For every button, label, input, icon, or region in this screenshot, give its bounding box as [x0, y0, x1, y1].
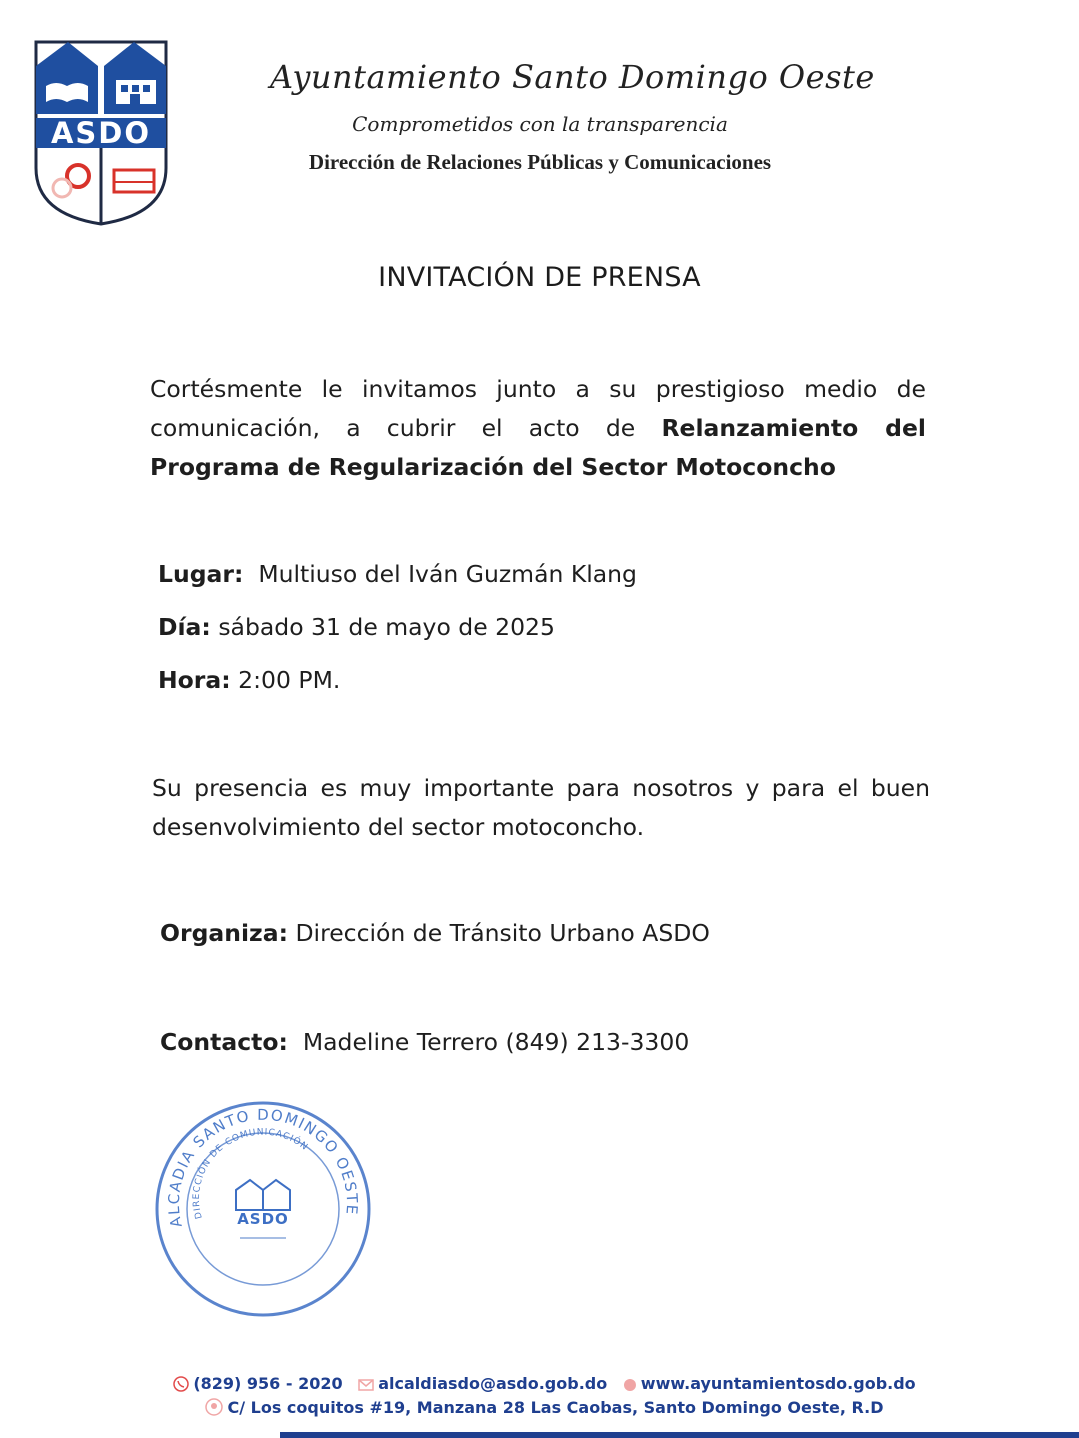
organiza-value: Dirección de Tránsito Urbano ASDO [295, 919, 710, 947]
stamp-inner-text: DIRECCIÓN DE COMUNICACIÓN [191, 1127, 310, 1220]
lugar-label: Lugar: [158, 560, 244, 588]
email-icon [358, 1378, 374, 1392]
organiza-label: Organiza: [160, 919, 288, 947]
department-name: Dirección de Relaciones Públicas y Comunicaciones [308, 150, 772, 174]
dia-value: sábado 31 de mayo de 2025 [218, 613, 555, 641]
organiza-line [160, 919, 710, 947]
lugar-value: Multiuso del Iván Guzmán Klang [258, 560, 637, 588]
contacto-line [160, 1028, 689, 1056]
logo-text: ASDO [50, 116, 152, 150]
hora-label: Hora: [158, 666, 231, 694]
contacto-value: Madeline Terrero (849) 213-3300 [302, 1028, 690, 1056]
footer-phone: (829) 956 - 2020 [193, 1374, 343, 1393]
event-name: Relanzamiento del Programa de Regularización del Sector Motoconcho [150, 414, 926, 481]
organization-slogan: Comprometidos con la transparencia [352, 112, 728, 136]
footer-website: www.ayuntamientosdo.gob.do [640, 1374, 916, 1393]
lugar-line [158, 560, 637, 588]
web-icon [623, 1378, 637, 1392]
stamp-outer-text: ALCADIA SANTO DOMINGO OESTE [164, 1105, 362, 1229]
phone-icon [173, 1376, 189, 1392]
stamp-logo-text: ASDO [237, 1210, 289, 1228]
organization-name: Ayuntamiento Santo Domingo Oeste [270, 58, 875, 96]
intro-text: Cortésmente le invitamos junto a su prestigioso medio de comunicación, a cubrir el acto de [150, 375, 926, 442]
contacto-label: Contacto: [160, 1028, 288, 1056]
footer-address: C/ Los coquitos #19, Manzana 28 Las Caobas, Santo Domingo Oeste, R.D [227, 1398, 884, 1417]
footer-contact-line [0, 1374, 1079, 1393]
location-icon [205, 1398, 223, 1416]
hora-line [158, 666, 340, 694]
footer-bar [280, 1432, 1079, 1438]
hora-value: 2:00 PM. [238, 666, 341, 694]
official-stamp [152, 1098, 374, 1320]
intro-paragraph [150, 370, 926, 487]
document-title: INVITACIÓN DE PRENSA [378, 262, 701, 293]
footer-email: alcaldiasdo@asdo.gob.do [378, 1374, 608, 1393]
footer-address-line [0, 1398, 1079, 1417]
presence-paragraph: Su presencia es muy importante para nosotros y para el buen desenvolvimiento del sector motoconcho. [152, 774, 930, 841]
dia-label: Día: [158, 613, 211, 641]
asdo-logo [30, 36, 172, 228]
dia-line [158, 613, 555, 641]
